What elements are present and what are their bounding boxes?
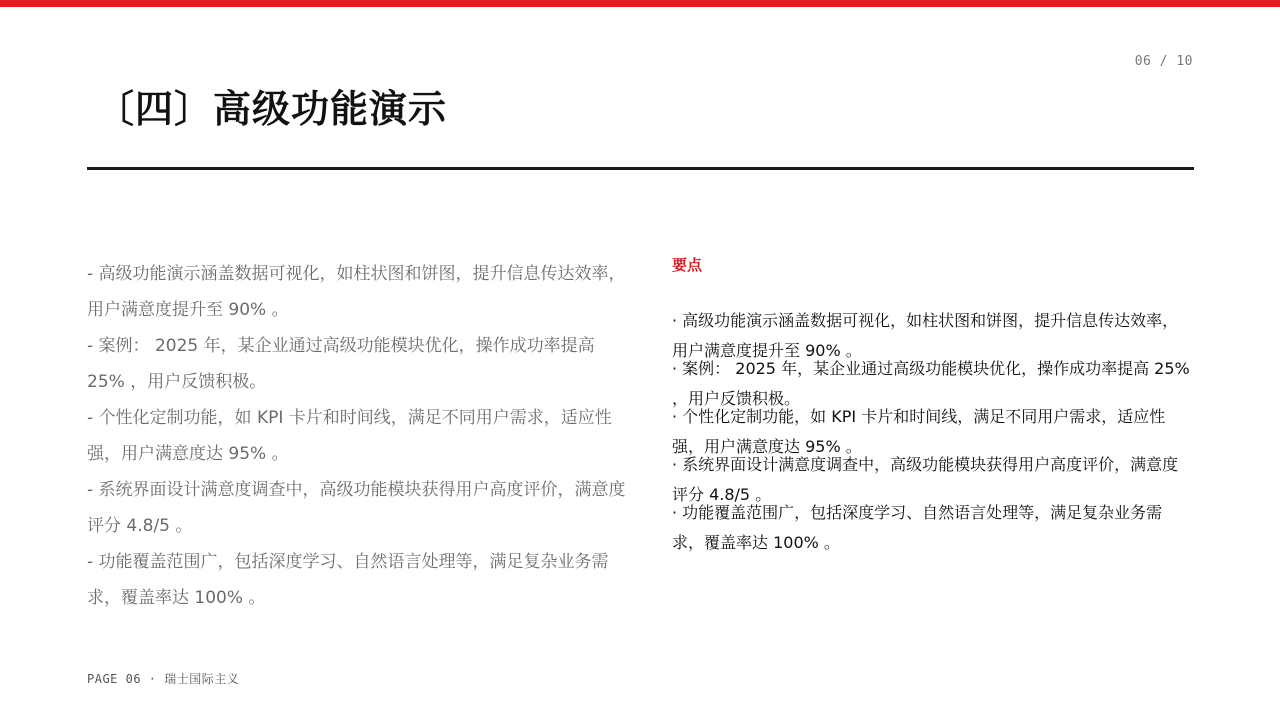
key-point-item: · 功能覆盖范围广，包括深度学习、自然语言处理等，满足复杂业务需求，覆盖率达 100% 。: [672, 503, 1163, 552]
page-counter: 06 / 10: [1134, 54, 1193, 69]
body-list: [87, 256, 627, 616]
key-point-item: · 系统界面设计满意度调查中，高级功能模块获得用户高度评价，满意度评分 4.8/5 。: [672, 455, 1179, 504]
top-accent-bar: [0, 0, 1280, 7]
page-title: 〔四〕高级功能演示: [96, 87, 448, 131]
key-points-panel: [672, 254, 1194, 552]
footer-label: PAGE 06 · 瑞士国际主义: [87, 672, 240, 686]
list-item: - 功能覆盖范围广，包括深度学习、自然语言处理等，满足复杂业务需求，覆盖率达 100% 。: [87, 552, 609, 608]
list-item: - 高级功能演示涵盖数据可视化，如柱状图和饼图，提升信息传达效率，用户满意度提升至 90% 。: [87, 264, 626, 320]
list-item: - 个性化定制功能，如 KPI 卡片和时间线，满足不同用户需求，适应性强，用户满意度达 95% 。: [87, 408, 612, 464]
list-item: - 系统界面设计满意度调查中，高级功能模块获得用户高度评价，满意度评分 4.8/5 。: [87, 480, 626, 536]
list-item: - 案例： 2025 年，某企业通过高级功能模块优化，操作成功率提高 25% ，用户反馈积极。: [87, 336, 595, 392]
title-divider: [87, 167, 1194, 170]
key-points-heading: 要点: [672, 256, 703, 274]
key-point-item: · 高级功能演示涵盖数据可视化，如柱状图和饼图，提升信息传达效率，用户满意度提升至 90% 。: [672, 311, 1179, 360]
key-point-item: · 案例： 2025 年，某企业通过高级功能模块优化，操作成功率提高 25% ，用户反馈积极。: [672, 359, 1190, 408]
key-point-item: · 个性化定制功能，如 KPI 卡片和时间线，满足不同用户需求，适应性强，用户满意度达 95% 。: [672, 407, 1166, 456]
